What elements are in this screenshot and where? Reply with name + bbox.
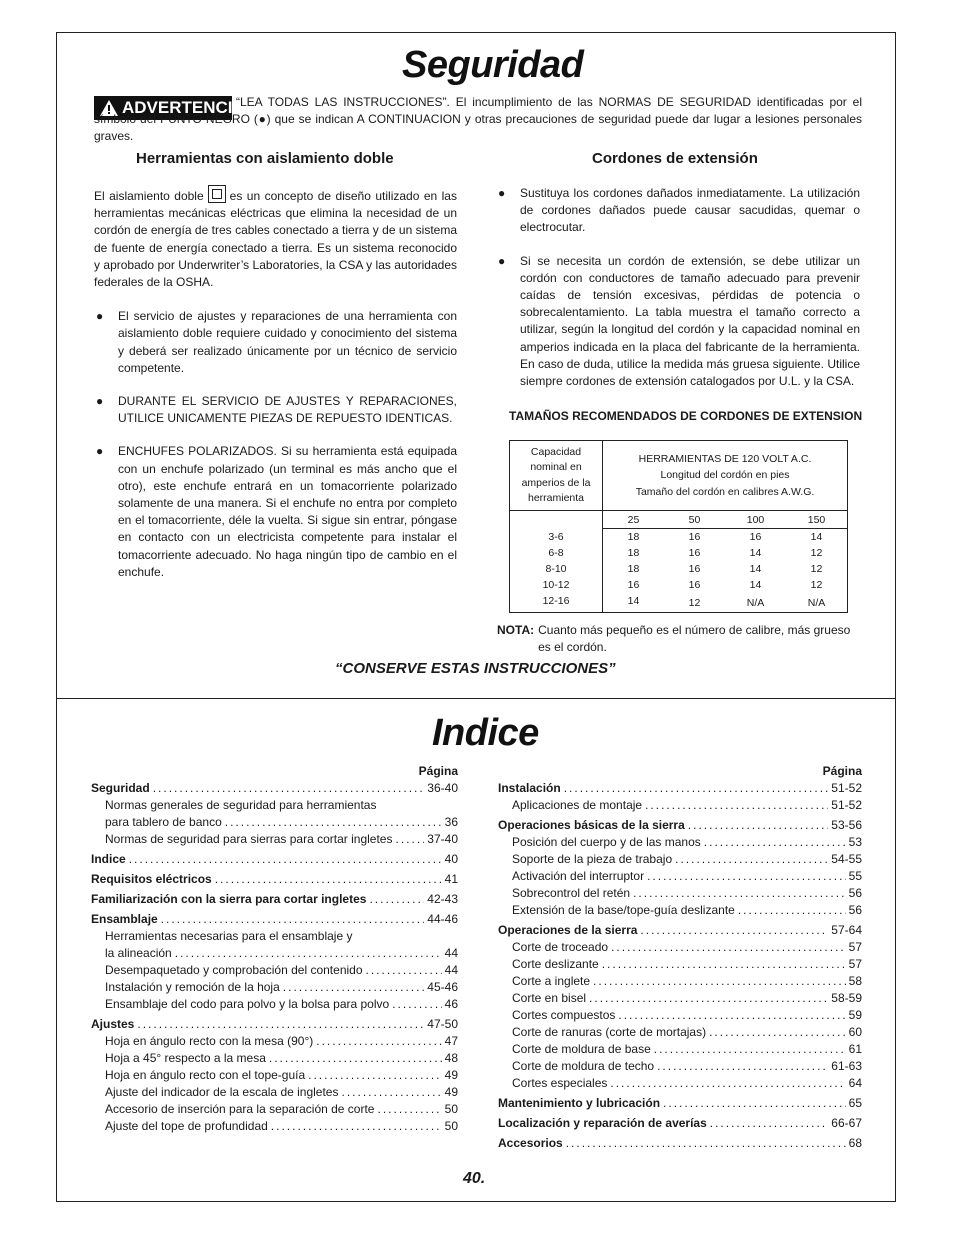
toc-entry-page: 49 <box>444 1085 458 1099</box>
toc-entry-label: Seguridad <box>91 781 150 795</box>
toc-entry-page: 49 <box>444 1068 458 1082</box>
toc-entry-label: Extensión de la base/tope-guía deslizante <box>512 903 735 917</box>
toc-entry-page: 65 <box>848 1096 862 1110</box>
toc-entry <box>91 945 458 962</box>
toc-entry <box>91 891 458 908</box>
toc-leader-dots <box>369 891 424 908</box>
table-row <box>603 545 847 561</box>
intro-text: “LEA TODAS LAS INSTRUCCIONES”. El incumplimiento de las NORMAS DE SEGURIDAD identificadas por el símbolo del PUNTO NEGRO (●) que se indican A CONTINUACION y otras precauciones de seguridad puede dar lugar a lesiones personales graves. <box>94 95 862 144</box>
toc-entry <box>91 1084 458 1101</box>
table-cell: 16 <box>688 531 701 543</box>
toc-leader-dots <box>654 1041 846 1058</box>
table-cell: 8-10 <box>545 563 567 575</box>
toc-leader-dots <box>593 973 846 990</box>
double-insulation-paragraph <box>94 185 457 291</box>
toc-entry-page: 40 <box>444 852 458 866</box>
toc-entry <box>498 817 862 834</box>
bullet-text: DURANTE EL SERVICIO DE AJUSTES Y REPARACIONES, UTILICE UNICAMENTE PIEZAS DE REPUESTO IDENTICAS. <box>118 394 457 426</box>
bullet-icon: ● <box>96 309 104 324</box>
toc-entry <box>498 1041 862 1058</box>
toc-entry <box>498 956 862 973</box>
toc-leader-dots <box>602 956 846 973</box>
table-cell: 100 <box>725 511 786 529</box>
toc-entry-label: Activación del interruptor <box>512 869 645 883</box>
toc-entry <box>91 797 458 814</box>
table-cell: 12 <box>810 547 823 559</box>
toc-entry-page: 51-52 <box>831 798 862 812</box>
toc-entry-page: 58-59 <box>831 991 862 1005</box>
toc-entry-label: Corte de troceado <box>512 940 609 954</box>
toc-entry <box>91 814 458 831</box>
safety-intro <box>94 94 862 146</box>
toc-leader-dots <box>704 834 846 851</box>
toc-entry-page: 42-43 <box>427 892 458 906</box>
list-item <box>496 185 860 237</box>
toc-entry <box>91 1067 458 1084</box>
bullet-icon: ● <box>96 444 104 459</box>
warning-label: ADVERTENCIA <box>122 98 245 117</box>
toc-entry-label: Corte deslizante <box>512 957 599 971</box>
toc-entry-label: Indice <box>91 852 126 866</box>
toc-entry-label: Corte a inglete <box>512 974 591 988</box>
toc-leader-dots <box>640 922 828 939</box>
toc-entry-label: Ensamblaje del codo para polvo y la bolsa para polvo <box>105 997 390 1011</box>
toc-entry-page: 66-67 <box>831 1116 862 1130</box>
toc-entry-page: 44-46 <box>427 912 458 926</box>
toc-entry-page: 60 <box>848 1025 862 1039</box>
toc-entry-label: Corte de moldura de base <box>512 1042 651 1056</box>
toc-entry-label: Soporte de la pieza de trabajo <box>512 852 673 866</box>
amps-column <box>510 511 603 613</box>
gauge-values <box>603 511 848 613</box>
bullet-text: Si se necesita un cordón de extensión, se debe utilizar un cordón con conductores de tamaño adecuado para prevenir caídas de tensión excesivas, pérdidas de potencia o sobrecalentamiento. La tabla muestra el tamaño correcto a utilizar, según la longitud del cordón y la capacidad nominal en amperios indicada en la placa del fabricante de la herramienta. En caso de duda, utilice la medida más gruesa siguiente. Utilice siempre cordones de extensión catalogados por U.L. y la CSA. <box>520 253 860 389</box>
toc-leader-dots <box>153 780 425 797</box>
toc-entry-page: 56 <box>848 903 862 917</box>
para-rest: es un concepto de diseño utilizado en las herramientas mecánicas eléctricas que elimina la necesidad de un cordón de energía de tres cables conectado a tierra y de un sistema de fuente de energía conectado a tierra. Es un sistema reconocido y aprobado por Underwriter’s Laboratories, la CSA y las autoridades federales de la OSHA. <box>94 189 457 290</box>
note-text: Cuanto más pequeño es el número de calibre, más grueso es el cordón. <box>538 623 851 655</box>
toc-entry-page: 58 <box>848 974 862 988</box>
cord-size-table <box>509 440 848 613</box>
extension-cords-heading: Cordones de extensión <box>592 150 758 167</box>
toc-entry-label: Hoja en ángulo recto con el tope-guía <box>105 1068 306 1082</box>
conserve-instructions: “CONSERVE ESTAS INSTRUCCIONES” <box>335 660 616 677</box>
bullet-icon: ● <box>96 394 104 409</box>
table-cell: 16 <box>688 547 701 559</box>
toc-entry-label: Hoja a 45° respecto a la mesa <box>105 1051 266 1065</box>
toc-leader-dots <box>395 831 424 848</box>
toc-leader-dots <box>377 1101 441 1118</box>
toc-entry-page: 36-40 <box>427 781 458 795</box>
toc-entry <box>498 939 862 956</box>
toc-leader-dots <box>269 1050 442 1067</box>
table-cell: 16 <box>688 579 701 591</box>
toc-leader-dots <box>161 911 425 928</box>
toc-leader-dots <box>618 1007 845 1024</box>
table-cell: 16 <box>688 563 701 575</box>
table-cell: 50 <box>664 511 725 529</box>
double-insulation-column <box>94 185 457 581</box>
toc-entry <box>91 1016 458 1033</box>
table-cell: 14 <box>749 563 762 575</box>
toc-leader-dots <box>610 1075 845 1092</box>
toc-entry <box>91 979 458 996</box>
toc-entry-label: Ajuste del indicador de la escala de ingletes <box>105 1085 339 1099</box>
toc-entry-label: Corte en bisel <box>512 991 587 1005</box>
toc-entry <box>498 780 862 797</box>
toc-right-column <box>498 763 862 1152</box>
table-cell: 16 <box>749 531 762 543</box>
table-cell: 12 <box>688 596 701 609</box>
toc-entry-page: 61-63 <box>831 1059 862 1073</box>
toc-entry-label: Accesorios <box>498 1136 563 1150</box>
toc-entry-label: Ajuste del tope de profundidad <box>105 1119 268 1133</box>
toc-entry <box>91 851 458 868</box>
toc-entry-page: 51-52 <box>831 781 862 795</box>
toc-leader-dots <box>709 1024 846 1041</box>
header-line: amperios de la <box>521 476 591 489</box>
double-insulation-symbol-icon <box>208 185 226 203</box>
toc-entry-label: la alineación <box>105 946 172 960</box>
toc-entry-page: 45-46 <box>427 980 458 994</box>
table-cell: 16 <box>627 579 640 591</box>
toc-entry <box>498 902 862 919</box>
toc-leader-dots <box>675 851 828 868</box>
indice-title: Indice <box>432 712 539 754</box>
bullet-icon: ● <box>498 186 506 200</box>
toc-entry <box>498 922 862 939</box>
table-cell: 12 <box>810 579 823 591</box>
table-cell: 14 <box>749 579 762 591</box>
toc-leader-dots <box>566 1135 846 1152</box>
toc-entry <box>498 1095 862 1112</box>
toc-leader-dots <box>283 979 425 996</box>
toc-entry <box>91 911 458 928</box>
toc-entry-page: 57-64 <box>831 923 862 937</box>
toc-leader-dots <box>316 1033 441 1050</box>
toc-leader-dots <box>215 871 442 888</box>
toc-entry <box>498 885 862 902</box>
toc-entry-page: 64 <box>848 1076 862 1090</box>
table-cell: 6-8 <box>548 547 564 559</box>
table-cell: 150 <box>786 511 847 529</box>
toc-entry <box>91 1101 458 1118</box>
toc-leader-dots <box>564 780 829 797</box>
toc-leader-dots <box>271 1118 442 1135</box>
toc-entry-label: Sobrecontrol del retén <box>512 886 631 900</box>
toc-leader-dots <box>611 939 846 956</box>
table-cell: 12-16 <box>542 595 570 607</box>
toc-entry-page: 50 <box>444 1102 458 1116</box>
header-line: Capacidad <box>530 445 582 458</box>
toc-leader-dots <box>647 868 846 885</box>
toc-entry-page: 53 <box>848 835 862 849</box>
note-label: NOTA: <box>497 623 535 637</box>
toc-entry <box>91 831 458 848</box>
toc-entry-label: Mantenimiento y lubricación <box>498 1096 661 1110</box>
toc-leader-dots <box>688 817 829 834</box>
toc-entry <box>91 871 458 888</box>
toc-entry-label: Corte de ranuras (corte de mortajas) <box>512 1025 707 1039</box>
toc-leader-dots <box>225 814 442 831</box>
toc-entry-page: 48 <box>444 1051 458 1065</box>
table-cell: N/A <box>746 596 765 609</box>
header-line: nominal en <box>530 461 582 473</box>
bullet-icon: ● <box>498 253 506 268</box>
toc-entry-label: Ajustes <box>91 1017 135 1031</box>
toc-entry <box>91 1033 458 1050</box>
toc-entry-label: Desempaquetado y comprobación del contenido <box>105 963 363 977</box>
amps-header <box>510 441 603 511</box>
toc-entry-page: 59 <box>848 1008 862 1022</box>
toc-entry <box>91 1118 458 1135</box>
toc-entry-label: Cortes especiales <box>512 1076 608 1090</box>
list-item <box>94 308 457 377</box>
toc-entry-label: Cortes compuestos <box>512 1008 616 1022</box>
toc-entry-page: 56 <box>848 886 862 900</box>
toc-entry <box>498 990 862 1007</box>
table-row <box>603 561 847 577</box>
toc-leader-dots <box>129 851 442 868</box>
table-row <box>603 593 847 612</box>
toc-entry-page: 55 <box>848 869 862 883</box>
table-cell: 25 <box>603 511 664 529</box>
bullet-text: ENCHUFES POLARIZADOS. Si su herramienta está equipada con un enchufe polarizado (un terminal es más ancho que el otro), este enchufe entrará en un tomacorriente polarizado solamente de una manera. Si el enchufe no entra por completo en el tomacorriente, déle la vuelta. Si sigue sin entrar, póngase en contacto con un electricista competente para instalar el tomacorriente adecuado. No haga ningún tipo de cambio en el enchufe. <box>118 444 457 579</box>
toc-entry-label: Familiarización con la sierra para cortar ingletes <box>91 892 367 906</box>
table-cell: 18 <box>627 547 640 559</box>
toc-entry <box>498 868 862 885</box>
toc-entry <box>498 1075 862 1092</box>
header-line: herramienta <box>527 492 585 504</box>
toc-left-column <box>91 763 458 1135</box>
toc-entry-label: Posición del cuerpo y de las manos <box>512 835 701 849</box>
table-cell: 18 <box>627 563 640 575</box>
toc-entry-label: Corte de moldura de techo <box>512 1059 655 1073</box>
toc-entry-label: Aplicaciones de montaje <box>512 798 643 812</box>
toc-entry <box>498 1058 862 1075</box>
list-item <box>94 393 457 427</box>
list-item <box>496 253 860 391</box>
header-line: Longitud del cordón en pies <box>660 469 790 482</box>
toc-leader-dots <box>663 1095 846 1112</box>
toc-entry-page: 53-56 <box>831 818 862 832</box>
para-lead: El aislamiento doble <box>94 189 204 203</box>
toc-entry-page: 44 <box>444 963 458 977</box>
table-cell: 14 <box>810 531 823 543</box>
toc-entry-page: 36 <box>444 815 458 829</box>
double-insulation-heading: Herramientas con aislamiento doble <box>136 150 394 167</box>
toc-entry-page: 41 <box>444 872 458 886</box>
table-cell: 10-12 <box>542 579 570 591</box>
toc-leader-dots <box>657 1058 828 1075</box>
toc-entry-label: Operaciones básicas de la sierra <box>498 818 685 832</box>
toc-leader-dots <box>633 885 846 902</box>
toc-entry-page: 54-55 <box>831 852 862 866</box>
toc-leader-dots <box>341 1084 441 1101</box>
table-row <box>603 577 847 593</box>
toc-entry-page: 57 <box>848 940 862 954</box>
toc-entry <box>91 928 458 945</box>
toc-entry-page: 47-50 <box>427 1017 458 1031</box>
section-divider <box>56 698 896 699</box>
toc-leader-dots <box>589 990 828 1007</box>
toc-entry-page: 37-40 <box>427 832 458 846</box>
toc-entry <box>91 996 458 1013</box>
toc-entry <box>498 797 862 814</box>
toc-entry-page: 50 <box>444 1119 458 1133</box>
toc-leader-dots <box>645 797 828 814</box>
toc-leader-dots <box>710 1115 829 1132</box>
table-cell: 14 <box>627 595 640 607</box>
table-row <box>603 511 847 529</box>
toc-entry <box>91 1050 458 1067</box>
table-cell: N/A <box>807 596 826 609</box>
toc-entry-label: Accesorio de inserción para la separación de corte <box>105 1102 375 1116</box>
toc-entry <box>498 1115 862 1132</box>
toc-entry-page: 68 <box>848 1136 862 1150</box>
toc-entry-page: 57 <box>848 957 862 971</box>
toc-leader-dots <box>175 945 442 962</box>
table-cell: 3-6 <box>548 531 564 543</box>
toc-leader-dots <box>738 902 846 919</box>
table-cell: 18 <box>627 531 640 543</box>
toc-entry-label: Ensamblaje <box>91 912 158 926</box>
bullet-text: El servicio de ajustes y reparaciones de una herramienta con aislamiento doble requiere cuidado y conocimiento del sistema y deberá ser realizado únicamente por un técnico de servicio competente. <box>118 309 457 375</box>
toc-entry-label: Instalación y remoción de la hoja <box>105 980 280 994</box>
table-row <box>603 529 847 546</box>
toc-entry-label: Hoja en ángulo recto con la mesa (90°) <box>105 1034 314 1048</box>
table-note <box>497 622 863 656</box>
page-number: 40. <box>463 1170 486 1187</box>
toc-leader-dots <box>308 1067 442 1084</box>
toc-entry-page: 61 <box>848 1042 862 1056</box>
toc-entry-page: 46 <box>444 997 458 1011</box>
toc-entry <box>498 851 862 868</box>
toc-leader-dots <box>392 996 441 1013</box>
toc-entry-label: Requisitos eléctricos <box>91 872 212 886</box>
toc-entry <box>498 834 862 851</box>
toc-entry-page: 47 <box>444 1034 458 1048</box>
toc-entry-label: Herramientas necesarias para el ensamblaje y <box>105 929 353 943</box>
toc-entry <box>498 1007 862 1024</box>
table-cell: 12 <box>810 563 823 575</box>
bullet-text: Sustituya los cordones dañados inmediatamente. La utilización de cordones dañados puede causar sacudidas, quemar o electrocutar. <box>520 186 860 235</box>
toc-entry-label: Normas de seguridad para sierras para cortar ingletes <box>105 832 393 846</box>
toc-entry-label: Instalación <box>498 781 561 795</box>
toc-entry <box>498 1024 862 1041</box>
extension-cords-column <box>496 185 860 390</box>
toc-entry-page: 44 <box>444 946 458 960</box>
toc-entry <box>91 780 458 797</box>
list-item <box>94 443 457 581</box>
toc-leader-dots <box>137 1016 424 1033</box>
toc-entry <box>498 973 862 990</box>
pagina-header: Página <box>822 764 862 778</box>
volts-header <box>603 441 848 511</box>
header-line: Tamaño del cordón en calibres A.W.G. <box>635 485 815 498</box>
toc-entry-label: Operaciones de la sierra <box>498 923 638 937</box>
header-line: HERRAMIENTAS DE 120 VOLT A.C. <box>638 452 812 465</box>
table-title: TAMAÑOS RECOMENDADOS DE CORDONES DE EXTENSION <box>509 409 863 423</box>
toc-entry-label: Localización y reparación de averías <box>498 1116 707 1130</box>
toc-entry-label: Normas generales de seguridad para herramientas <box>105 798 377 812</box>
toc-leader-dots <box>366 962 442 979</box>
toc-entry-label: para tablero de banco <box>105 815 222 829</box>
toc-entry <box>91 962 458 979</box>
pagina-header: Página <box>418 764 458 778</box>
seguridad-title: Seguridad <box>402 44 584 86</box>
toc-entry <box>498 1135 862 1152</box>
table-cell: 14 <box>749 547 762 559</box>
